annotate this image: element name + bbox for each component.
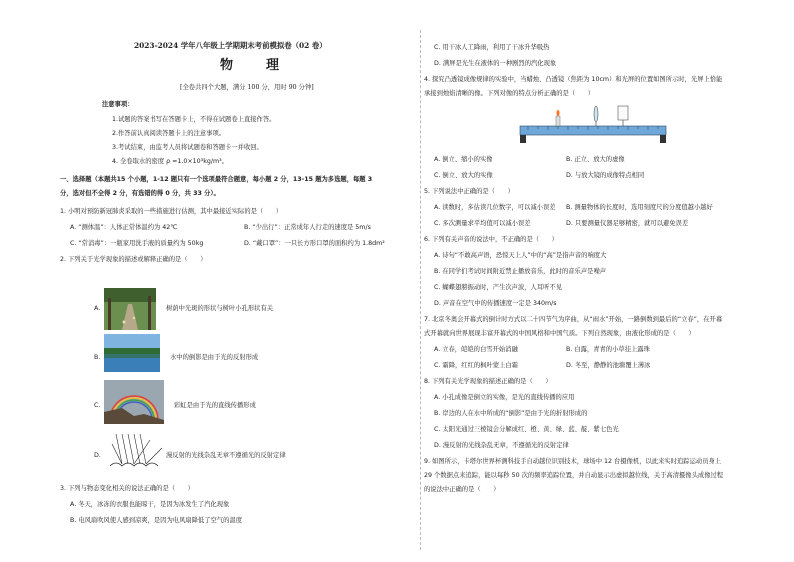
note-item: 1.试题的答案书写在答题卡上，不得在试题卷上直接作答。	[112, 116, 276, 123]
lake-reflection-photo	[104, 334, 160, 372]
question-7-stem: 7. 北京冬奥会开幕式的倒计时方式以二十四节气为序曲，从“雨水”开始，一路倒数到最后的“立春”，在开幕	[424, 316, 723, 323]
q2-option-b-text: 水中的倒影是由于光的反射形成	[170, 354, 259, 361]
question-9-stem: 9. 如图所示，卡塔尔世界杯测科技手自动越位识别技术，球场中 12 台摄像机，以此来实时追踪运动员身上	[424, 458, 722, 465]
q5-option-d: D. 只要测量仪器足够精密，就可以避免误差	[566, 220, 689, 227]
q7-option-d: D. 冬至，静静的池塘覆上薄冰	[566, 362, 651, 369]
note-item: 4. 全卷取水的密度 ρ =1.0×10³kg/m³。	[112, 158, 228, 165]
question-3-stem: 3. 下列与物态变化相关的说法正确的是（ ）	[60, 485, 194, 492]
q2-option-d-label: D.	[94, 452, 101, 459]
q4-option-b: B. 正立、放大的虚像	[566, 156, 625, 163]
q5-option-c: C. 多次测量求平均值可以减小误差	[434, 220, 531, 227]
question-2-stem: 2. 下列关于光学现象的描述或解释正确的是（ ）	[60, 256, 207, 263]
q4-option-a: A. 倒立、缩小的实像	[434, 156, 493, 163]
q8-option-c: C. 太阳光通过三棱镜会分解成红、橙、黄、绿、蓝、靛、紫七色光	[434, 426, 619, 433]
q6-option-d: D. 声音在空气中的传播速度一定是 340m/s	[434, 300, 557, 307]
q6-option-b: B. 在同学们考试时间附近禁止播放音乐，此时的音乐声是噪声	[434, 268, 607, 275]
q6-option-c: C. 蝴蝶翅膀振动时，产生次声波，人耳听不见	[434, 284, 563, 291]
q1-option-c: C. “常消毒”：一瓶家用洗手液的质量约为 50kg	[70, 240, 204, 247]
question-4-stem: 4. 探究凸透镜成像规律的实验中，当蜡烛、凸透镜（焦距为 10cm）和光屏的位置如图所示时，光屏上恰能	[424, 76, 723, 83]
q2-option-b-label: B.	[94, 354, 101, 361]
column-divider	[420, 30, 421, 550]
question-1-stem: 1. 小明对预防新冠肺炎采取的一些措施进行估测，其中最接近实际的是（ ）	[60, 208, 283, 215]
exam-title: 2023-2024 学年八年级上学期期末考前模拟卷（02 卷）	[134, 41, 327, 50]
q3-option-d: D. 满屏是光生在液体的一种剧烈的汽化现象	[434, 60, 557, 67]
q4-option-d: D. 与放大镜的成像特点相同	[566, 172, 645, 179]
q1-option-d: D. “戴口罩”：一只长方形口罩的面积约为 1.8dm²	[244, 240, 385, 247]
rainbow-photo	[104, 380, 164, 424]
q5-option-b: B. 测量物体的长度时，选用刻度尺的分度值越小越好	[566, 204, 713, 211]
q3-option-a: A. 冬天，冰冻的衣服也能晾干，是因为冰发生了汽化现象	[70, 501, 230, 508]
question-4-stem-cont: 承接到烛焰清晰的像。下列对像的特点分析正确的是（ ）	[424, 90, 595, 97]
q1-option-a: A. “测体温”：人体正常体温约为 42℃	[70, 224, 178, 231]
q8-option-a: A. 小孔成像是倒立的实像，是光的直线传播的应用	[434, 394, 575, 401]
note-item: 3.考试结束，由监考人员将试题卷和答题卡一并收回。	[112, 144, 263, 151]
q2-option-a-label: A.	[94, 305, 101, 312]
question-9-stem-end: 的说法中正确的是（ ）	[424, 486, 500, 493]
question-5-stem: 5. 下列说法中正确的是（ ）	[424, 188, 514, 195]
q4-option-c: C. 倒立、放大的实像	[434, 172, 493, 179]
q2-option-a-text: 树荫中光斑的形状与树叶小孔形状有关	[166, 305, 274, 312]
q5-option-a: A. 读数时，多估读几位数字，可以减小误差	[434, 204, 556, 211]
q2-option-d-text: 漫反射的光线杂乱无章不遵循光的反射定律	[166, 452, 286, 459]
q3-option-b: B. 电风扇吹风使人感到凉爽，是因为电风扇降低了空气的温度	[70, 517, 243, 524]
note-item: 2.作答前认真阅读答题卡上的注意事项。	[112, 130, 226, 137]
q6-option-a: A. 诗句“不敢高声语，恐惊天上人”中的“高”是指声音的响度大	[434, 252, 607, 259]
optical-bench-diagram	[518, 100, 668, 144]
question-9-stem-cont: 29 个数据点来追踪，能以每秒 50 次的频率追踪位置，并自动显示出虚拟越位线，关于高清摄像头成像过程	[424, 472, 724, 479]
notes-heading: 注意事项：	[102, 101, 134, 108]
q7-option-a: A. 立春，皑皑的白雪开始消融	[434, 346, 518, 353]
q3-option-c: C. 用干冰人工降雨，利用了干冰升华吸热	[434, 44, 550, 51]
q8-option-d: D. 漫反射的光线杂乱无章，不遵循光的反射定律	[434, 442, 569, 449]
q7-option-b: B. 白露，青青的小草挂上露珠	[566, 346, 650, 353]
section-heading: 一、选择题（本题共15 个小题，1-12 题只有一个选项最符合题意，每小题 2 分，13-15 题为多选题，每题 3	[60, 176, 373, 183]
q8-option-b: B. 岸边的人在水中所成的“倒影”是由于光的折射形成的	[434, 410, 588, 417]
section-heading-cont: 分，选对但不全得 2 分，有选错的得 0 分，共 33 分）。	[60, 190, 220, 197]
scoring-info: [全卷共四个大题，满分 100 分，用时 90 分钟]	[180, 84, 314, 91]
subject-title: 物 理	[220, 58, 290, 73]
q2-option-c-text: 彩虹是由于光的直线传播形成	[174, 402, 256, 409]
question-8-stem: 8. 下列有关光学现象的描述正确的是（ ）	[424, 378, 552, 385]
question-6-stem: 6. 下列有关声音的说法中，不正确的是（ ）	[424, 236, 558, 243]
tree-shade-photo	[104, 288, 156, 330]
q2-option-c-label: C.	[94, 402, 101, 409]
q1-option-b: B. “少出行”：正常成年人行走的速度是 5m/s	[244, 224, 371, 231]
q7-option-c: C. 霜降，红红的枫叶蒙上白霜	[434, 362, 518, 369]
diffuse-reflection-diagram	[108, 430, 164, 470]
question-7-stem-cont: 式开幕就向世界展现丰富开幕式的中国风格和中国气质。下列自然现象，由液化形成的是（ ）	[424, 330, 695, 337]
